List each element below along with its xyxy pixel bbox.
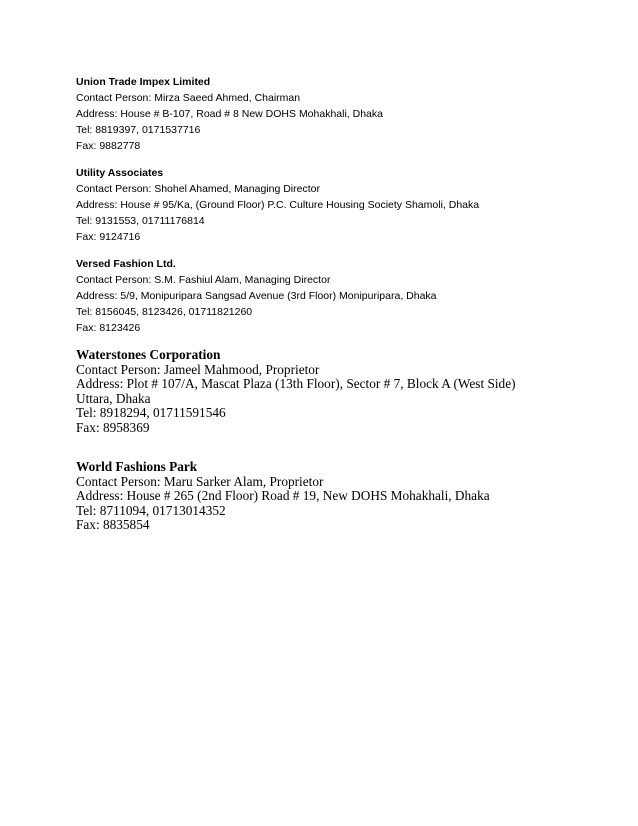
company-entry-versed-fashion xyxy=(76,256,556,336)
company-fax: Fax: 8123426 xyxy=(76,322,141,334)
company-name: Waterstones Corporation xyxy=(76,347,221,362)
company-name: Union Trade Impex Limited xyxy=(76,76,211,88)
company-address: Address: House # B-107, Road # 8 New DOHS Mohakhali, Dhaka xyxy=(76,108,383,120)
company-address: Address: House # 265 (2nd Floor) Road # 19, New DOHS Mohakhali, Dhaka xyxy=(76,488,490,503)
company-fax: Fax: 9124716 xyxy=(76,231,141,243)
company-tel: Tel: 8711094, 01713014352 xyxy=(76,502,226,518)
company-tel: Tel: 9131553, 01711176814 xyxy=(76,215,205,227)
company-address: Address: House # 95/Ka, (Ground Floor) P.C. Culture Housing Society Shamoli, Dhaka xyxy=(76,199,480,211)
contact-person: Contact Person: Jameel Mahmood, Proprietor xyxy=(76,361,320,377)
company-address: Address: 5/9, Monipuripara Sangsad Avenue (3rd Floor) Monipuripara, Dhaka xyxy=(76,290,437,302)
contact-person: Contact Person: Maru Sarker Alam, Proprietor xyxy=(76,473,324,489)
contact-person: Contact Person: Mirza Saeed Ahmed, Chairman xyxy=(76,92,301,104)
company-name: World Fashions Park xyxy=(76,459,198,474)
company-tel: Tel: 8918294, 01711591546 xyxy=(76,405,226,420)
company-name: Versed Fashion Ltd. xyxy=(76,258,176,270)
company-entry-utility-associates xyxy=(76,165,556,245)
company-entry-waterstones-corporation xyxy=(76,348,546,435)
company-entry-world-fashions-park xyxy=(76,460,546,533)
company-fax: Fax: 9882778 xyxy=(76,140,141,152)
company-tel: Tel: 8819397, 0171537716 xyxy=(76,124,201,136)
company-address: Address: Plot # 107/A, Mascat Plaza (13th Floor), Sector # 7, Block A (West Side) Uttara, Dhaka xyxy=(76,376,516,406)
company-name: Utility Associates xyxy=(76,167,164,179)
company-fax: Fax: 8835854 xyxy=(76,517,150,532)
company-fax: Fax: 8958369 xyxy=(76,419,150,435)
company-entry-union-trade-impex xyxy=(76,74,556,154)
company-tel: Tel: 8156045, 8123426, 01711821260 xyxy=(76,306,253,318)
contact-person: Contact Person: S.M. Fashiul Alam, Managing Director xyxy=(76,274,331,286)
contact-person: Contact Person: Shohel Ahamed, Managing Director xyxy=(76,183,320,195)
